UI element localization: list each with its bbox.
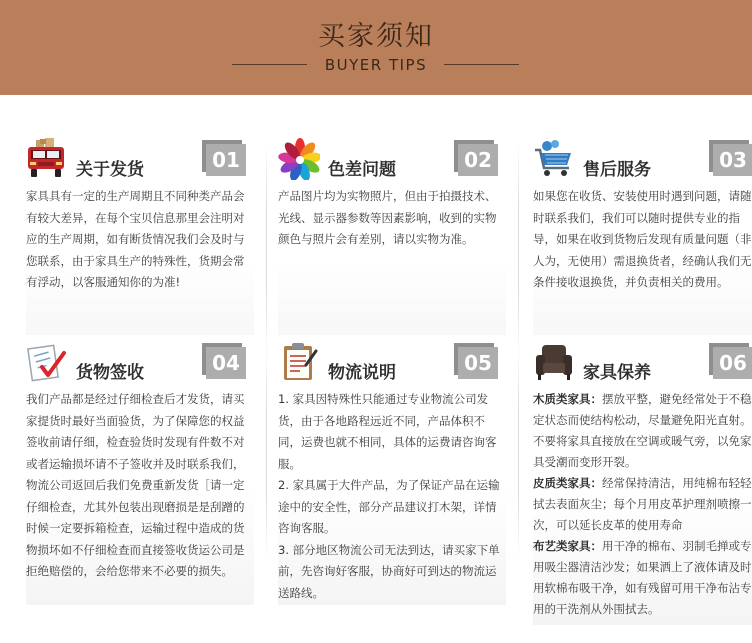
card-number: 03 — [713, 144, 752, 176]
card-title: 货物签收 — [76, 363, 144, 383]
card-body — [533, 389, 752, 620]
care-section-fabric — [533, 536, 752, 620]
card-body-text: 我们产品都是经过仔细检查后才发货，请买家提货时最好当面验货，为了保障您的权益签收前请仔细，检查验货时发现有件数不对或者运输损坏请不子签收并及时联系我们，物流公司返回后我们免费重新发货［请一定仔细检查，尤其外包装出现磨损是是刮蹭的时候一定要拆箱检查，运输过程中造成的货物损坏如不仔细检查而直接签收货运公司是拒绝赔偿的，会给您带来不必要的损失。 — [26, 392, 245, 578]
card-title: 售后服务 — [583, 160, 651, 180]
card-body — [26, 389, 250, 583]
card-title: 家具保养 — [583, 363, 651, 383]
card-number: 01 — [206, 144, 246, 176]
care-section-wood — [533, 389, 752, 473]
care-text: 用干净的棉布、羽制毛掸或专用吸尘器清洁沙发；如果洒上了液体请及时用软棉布吸干净，如有残留可用干净布沾专用的干洗剂从外围拭去。 — [533, 539, 752, 616]
care-label: 皮质类家具： — [533, 476, 602, 490]
tip-card-shipping — [26, 132, 254, 364]
tip-card-logistics — [278, 335, 506, 605]
checklist-icon — [26, 341, 68, 383]
care-section-leather — [533, 473, 752, 536]
truck-icon — [26, 138, 68, 180]
tip-card-receipt — [26, 335, 254, 605]
card-body — [26, 186, 250, 294]
card-number-badge — [454, 343, 498, 379]
tip-card-maintenance — [533, 335, 752, 625]
banner-subtitle: BUYER TIPS — [324, 56, 428, 74]
armchair-icon — [533, 341, 575, 383]
card-body-text: 家具具有一定的生产周期且不同种类产品会有较大差异，在每个宝贝信息那里会注明对应的生产周期，如有断货情况我们会及时与您联系，由于家具生产的特殊性，货期会常有浮动，以客服通知你的为准! — [26, 189, 245, 289]
card-title: 物流说明 — [328, 363, 396, 383]
banner-title: 买家须知 — [318, 21, 434, 52]
color-palette-icon — [278, 138, 320, 180]
card-number-badge — [709, 343, 752, 379]
care-text: 摆放平整，避免经常处于不稳定状态而使结构松动，尽量避免阳光直射。不要将家具直接放在空调或暖气旁，以免家具受潮而变形开裂。 — [533, 392, 752, 469]
card-body — [278, 186, 502, 251]
card-body — [278, 389, 502, 604]
care-label: 木质类家具： — [533, 392, 602, 406]
card-number: 05 — [458, 347, 498, 379]
card-title: 色差问题 — [328, 160, 396, 180]
card-number: 02 — [458, 144, 498, 176]
buyer-tips-banner — [0, 0, 752, 95]
card-body-text: 如果您在收货、安装使用时遇到问题，请随时联系我们，我们可以随时提供专业的指导，如果在收到货物后发现有质量问题（非人为，无使用）需退换货者，经确认我们无条件接收退换货，并负责相关的费用。 — [533, 189, 752, 289]
card-title: 关于发货 — [76, 160, 144, 180]
card-body-text: 产品图片均为实物照片，但由于拍摄技术、光线、显示器参数等因素影响，收到的实物颜色与照片会有差别，请以实物为准。 — [278, 189, 497, 246]
card-number-badge — [202, 140, 246, 176]
card-number-badge — [202, 343, 246, 379]
shopping-cart-icon — [533, 138, 575, 180]
card-number-badge — [454, 140, 498, 176]
card-number-badge — [709, 140, 752, 176]
card-body-paragraph: 3. 部分地区物流公司无法到达，请买家下单前，先咨询好客服，协商好可到达的物流运送路线。 — [278, 542, 500, 600]
card-number: 04 — [206, 347, 246, 379]
care-label: 布艺类家具： — [533, 539, 602, 553]
card-number: 06 — [713, 347, 752, 379]
clipboard-icon — [278, 341, 320, 383]
card-body-paragraph: 2. 家具属于大件产品，为了保证产品在运输途中的安全性，部分产品建议打木架，详情咨询客服。 — [278, 478, 500, 535]
tip-card-after-sales — [533, 132, 752, 364]
card-body — [533, 186, 752, 294]
care-text: 经常保持清洁，用纯棉布轻轻拭去表面灰尘；每个月用皮革护理剂喷擦一次，可以延长皮革的使用寿命 — [533, 476, 752, 532]
card-body-paragraph: 1. 家具因特殊性只能通过专业物流公司发货，由于各地路程远近不同，产品体积不同，运费也就不相同，具体的运费请咨询客服。 — [278, 392, 497, 471]
tip-card-color-difference — [278, 132, 506, 364]
